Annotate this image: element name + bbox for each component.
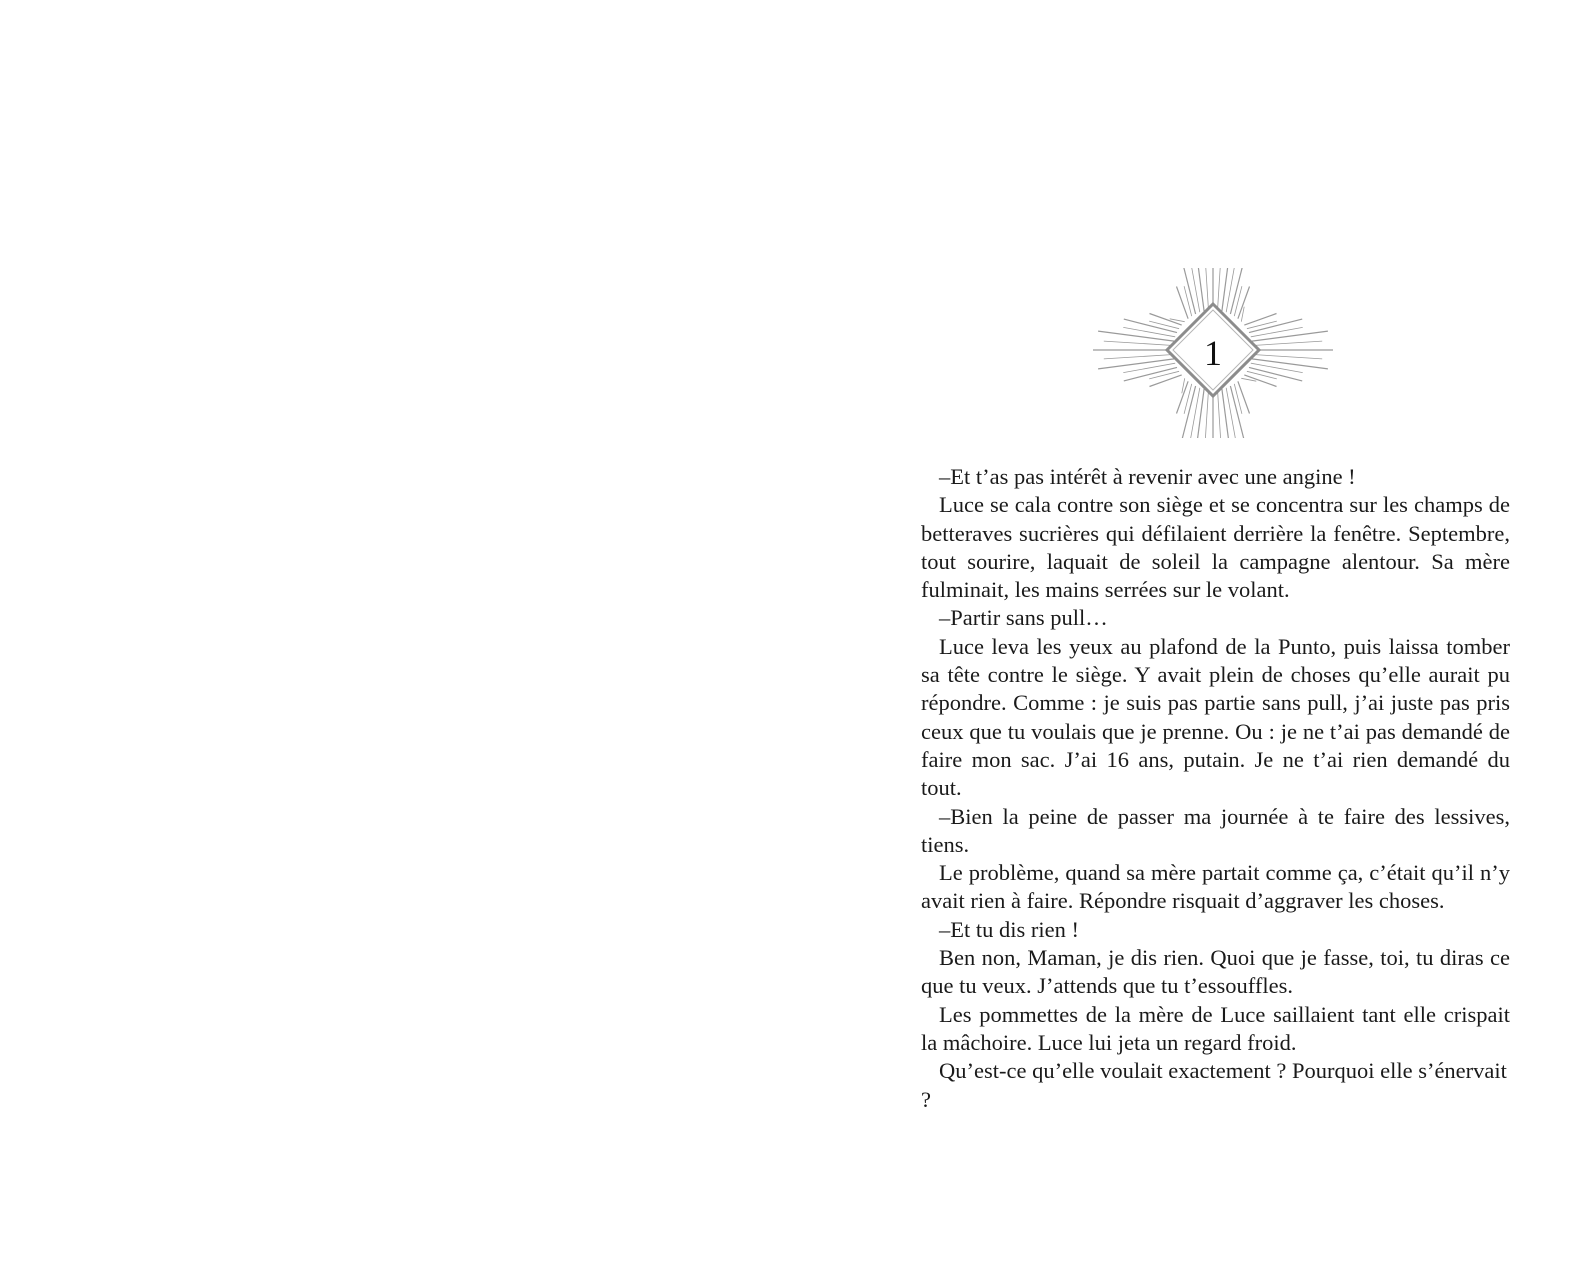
paragraph: Les pommettes de la mère de Luce saillaient tant elle crispait la mâchoire. Luce lui jeta un regard froid. [921, 1001, 1510, 1055]
paragraph: –Bien la peine de passer ma journée à te faire des lessives, tiens. [921, 803, 1510, 857]
chapter-text [921, 463, 1510, 1114]
paragraph: Ben non, Maman, je dis rien. Quoi que je fasse, toi, tu diras ce que tu veux. J’attends que tu t’essouffles. [921, 945, 1510, 999]
paragraph: Qu’est-ce qu’elle voulait exactement ? Pourquoi elle s’énervait ? [921, 1058, 1507, 1112]
paragraph: –Partir sans pull… [939, 605, 1108, 631]
chapter-number: 1 [1204, 333, 1222, 373]
paragraph: –Et tu dis rien ! [939, 916, 1079, 942]
paragraph: Luce se cala contre son siège et se concentra sur les champs de betteraves sucrières qui défilaient derrière la fenêtre. Septembre, tout sourire, laquait de soleil la campagne alentour. Sa mère fulminait, les mains serrées sur le volant. [921, 492, 1510, 603]
paragraph: –Et t’as pas intérêt à revenir avec une angine ! [939, 464, 1356, 489]
paragraph: Le problème, quand sa mère partait comme ça, c’était qu’il n’y avait rien à faire. Répondre risquait d’aggraver les choses. [921, 860, 1510, 914]
paragraph: Luce leva les yeux au plafond de la Punto, puis laissa tomber sa tête contre le siège. Y avait plein de choses qu’elle aurait pu répondre. Comme : je suis pas partie sans pull, j’ai juste pas pris ceux que tu voulais que je prenne. Ou : je ne t’ai pas demandé de faire mon sac. J’ai 16 ans, putain. Je ne t’ai rien demandé du tout. [921, 633, 1510, 801]
